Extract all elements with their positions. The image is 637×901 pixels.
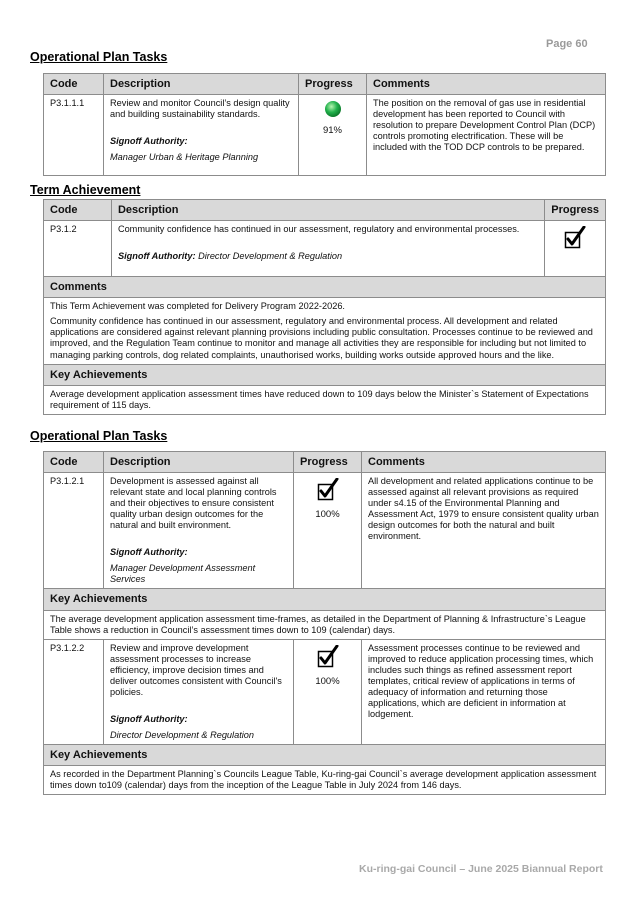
page-number: Page 60 [546,38,588,50]
table-row [44,473,606,589]
header-code: Code [44,452,104,473]
task-description-cell [104,473,294,589]
signoff-name: Director Development & Regulation [110,729,255,740]
checkbox-checked-icon [564,226,586,250]
signoff-name: Manager Urban & Heritage Planning [110,152,259,163]
progress-cell [299,95,367,176]
task-code: P3.1.1.1 [44,95,104,176]
checkbox-checked-icon [317,478,339,502]
key-achievements-header: Key Achievements [44,589,606,610]
header-description: Description [111,200,544,221]
term-description-cell [111,221,544,277]
header-progress: Progress [294,452,362,473]
operational-plan-table-1 [43,73,606,176]
header-description: Description [104,452,294,473]
header-progress: Progress [545,200,606,221]
signoff-label: Signoff Authority: [110,547,188,558]
key-achievements-text: Average development application assessment times have reduced down to 109 days below the Minister`s Statement of Expectations requirement of 115 days. [44,385,606,414]
progress-cell [545,221,606,277]
progress-cell [294,639,362,744]
checkbox-checked-icon [317,645,339,669]
key-achievements-text: As recorded in the Department Planning`s Councils League Table, Ku-ring-gai Council`s average development application assessment times down to109 (calendar) days from the inception of the League Table in July 2024 from 146 days. [44,766,606,795]
progress-cell [294,473,362,589]
progress-percent: 91% [322,125,342,137]
signoff-label: Signoff Authority: [117,251,196,262]
footer-report-title: Ku-ring-gai Council – June 2025 Biannual Report [359,863,603,875]
term-comments-line2: Community confidence has continued in our assessment, regulatory and environmental process. All development and related applications are considered against relevant planning provisions including public consultation. Processes continue to be reviewed and improved, and the Regulation Team continue to monitor and manage all activities they are responsible for including but not limited to managing parking controls, dog related complaints, unauthorised works, building works outside approved hours and the like. [50,316,593,360]
comments-header: Comments [44,277,606,298]
task-description: Review and improve development assessment processes to increase efficiency, improve decision times and deliver outcomes consistent with Council's policies. [110,642,282,697]
task-description-cell [104,95,299,176]
signoff-name: Manager Development Assessment Services [110,563,256,585]
key-achievements-text: The average development application assessment time-frames, as detailed in the Department of Planning & Infrastructure`s League Table shows a reduction in Council’s assessment times down to 109 (calendar) days. [44,610,606,639]
task-comments: The position on the removal of gas use in residential development has been reported to Council with resolution to prepare Development Control Plan (DCP) controls promoting electrification. These will be included with the TOD DCP controls to be prepared. [367,95,606,176]
progress-percent: 100% [315,509,340,521]
task-description-cell [104,639,294,744]
header-code: Code [44,200,112,221]
task-description: Development is assessed against all relevant state and local planning controls and their objectives to ensure consistent quality urban design outcomes for the natural and built environment. [110,476,277,531]
section-title-operational-plan-2: Operational Plan Tasks [30,429,168,443]
status-green-icon [324,100,342,118]
section-title-operational-plan-1: Operational Plan Tasks [30,50,168,64]
term-signoff [118,251,538,262]
task-code: P3.1.2.1 [44,473,104,589]
table-row [44,221,606,277]
term-achievement-table [43,199,606,415]
task-description: Review and monitor Council’s design quality and building sustainability standards. [110,98,290,120]
term-code: P3.1.2 [44,221,112,277]
header-code: Code [44,74,104,95]
header-comments: Comments [367,74,606,95]
term-description: Community confidence has continued in our assessment, regulatory and environmental processes. [117,224,520,235]
operational-plan-table-2 [43,451,606,795]
table-row [44,639,606,744]
task-code: P3.1.2.2 [44,639,104,744]
section-title-term-achievement: Term Achievement [30,183,141,197]
signoff-label: Signoff Authority: [110,713,188,724]
header-comments: Comments [362,452,606,473]
signoff-label: Signoff Authority: [110,136,188,147]
progress-percent: 100% [315,675,340,687]
header-description: Description [104,74,299,95]
signoff-name: Director Development & Regulation [198,251,343,262]
task-comments: All development and related applications continue to be assessed against all relevant provisions as required under s4.15 of the Environmental Planning and Assessment Act, 1979 to ensure consistent quality urban design outcomes for both the natural and built environment. [362,473,606,589]
task-comments: Assessment processes continue to be reviewed and improved to reduce application processing times, which includes such things as refined assessment report templates, critical review of applications in terms of adequacy of information and returning those applications, which are deficient in information at lodgement. [362,639,606,744]
term-comments-cell [44,298,606,364]
key-achievements-header: Key Achievements [44,364,606,385]
key-achievements-header: Key Achievements [44,744,606,765]
table-row [44,95,606,176]
header-progress: Progress [299,74,367,95]
term-comments-line1: This Term Achievement was completed for Delivery Program 2022-2026. [50,301,345,312]
